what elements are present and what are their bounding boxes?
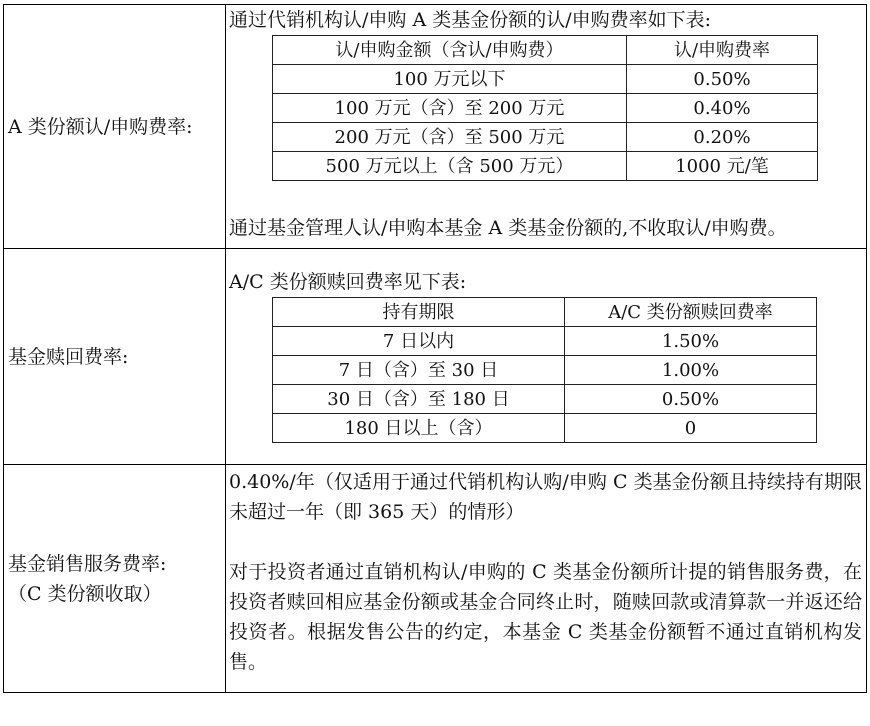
redemption-table-header xyxy=(273,298,817,327)
table-row xyxy=(273,152,818,181)
service-fee-paragraph: 0.40%/年（仅适用于通过代销机构认购/申购 C 类基金份额且持续持有期限未超过一年（即 365 天）的情形） xyxy=(229,471,862,523)
amount-cell: 100 万元（含）至 200 万元 xyxy=(273,94,627,123)
row-content-redemption xyxy=(226,249,867,465)
rate-cell: 1000 元/笔 xyxy=(627,152,818,181)
period-cell: 7 日（含）至 30 日 xyxy=(273,356,565,385)
amount-cell: 200 万元（含）至 500 万元 xyxy=(273,123,627,152)
rate-cell: 1.50% xyxy=(565,327,817,356)
rate-cell: 0.20% xyxy=(627,123,818,152)
table-row xyxy=(273,356,817,385)
table-row xyxy=(273,123,818,152)
fee-table xyxy=(3,4,867,693)
rate-cell: 0 xyxy=(565,414,817,443)
subscription-rate-table xyxy=(272,35,818,181)
row-label-service xyxy=(4,465,226,693)
subscription-note: 通过基金管理人认/申购本基金 A 类基金份额的,不收取认/申购费。 xyxy=(229,217,787,239)
row-label-subscription: A 类份额认/申购费率: xyxy=(4,5,226,249)
service-label-line1: 基金销售服务费率: xyxy=(8,552,167,575)
period-cell: 180 日以上（含） xyxy=(273,414,565,443)
row-label-redemption: 基金赎回费率: xyxy=(4,249,226,465)
row-content-subscription xyxy=(226,5,867,249)
col-header-rate: 认/申购费率 xyxy=(627,36,818,65)
service-refund-paragraph: 对于投资者通过直销机构认/申购的 C 类基金份额所计提的销售服务费，在投资者赎回相应基金份额或基金合同终止时，随赎回款或清算款一并返还给投资者。根据发售公告的约定，本基金 C 类基金份额暂不通过直销机构发售。 xyxy=(229,561,862,673)
table-row xyxy=(273,385,817,414)
service-label-line2: （C 类份额收取） xyxy=(8,582,162,605)
rate-cell: 0.40% xyxy=(627,94,818,123)
table-row xyxy=(273,94,818,123)
fee-row-subscription xyxy=(4,5,867,249)
fee-row-service xyxy=(4,465,867,693)
col-header-period: 持有期限 xyxy=(273,298,565,327)
rate-cell: 0.50% xyxy=(627,65,818,94)
table-row xyxy=(273,414,817,443)
fee-row-redemption xyxy=(4,249,867,465)
redemption-rate-table xyxy=(272,297,817,443)
redemption-intro: A/C 类份额赎回费率见下表: xyxy=(229,271,467,293)
col-header-amount: 认/申购金额（含认/申购费） xyxy=(273,36,627,65)
subscription-table-header xyxy=(273,36,818,65)
col-header-redemption-rate: A/C 类份额赎回费率 xyxy=(565,298,817,327)
subscription-intro: 通过代销机构认/申购 A 类基金份额的认/申购费率如下表: xyxy=(229,9,712,31)
table-row xyxy=(273,327,817,356)
rate-cell: 1.00% xyxy=(565,356,817,385)
amount-cell: 500 万元以上（含 500 万元） xyxy=(273,152,627,181)
row-content-service xyxy=(226,465,867,693)
amount-cell: 100 万元以下 xyxy=(273,65,627,94)
period-cell: 30 日（含）至 180 日 xyxy=(273,385,565,414)
rate-cell: 0.50% xyxy=(565,385,817,414)
period-cell: 7 日以内 xyxy=(273,327,565,356)
table-row xyxy=(273,65,818,94)
